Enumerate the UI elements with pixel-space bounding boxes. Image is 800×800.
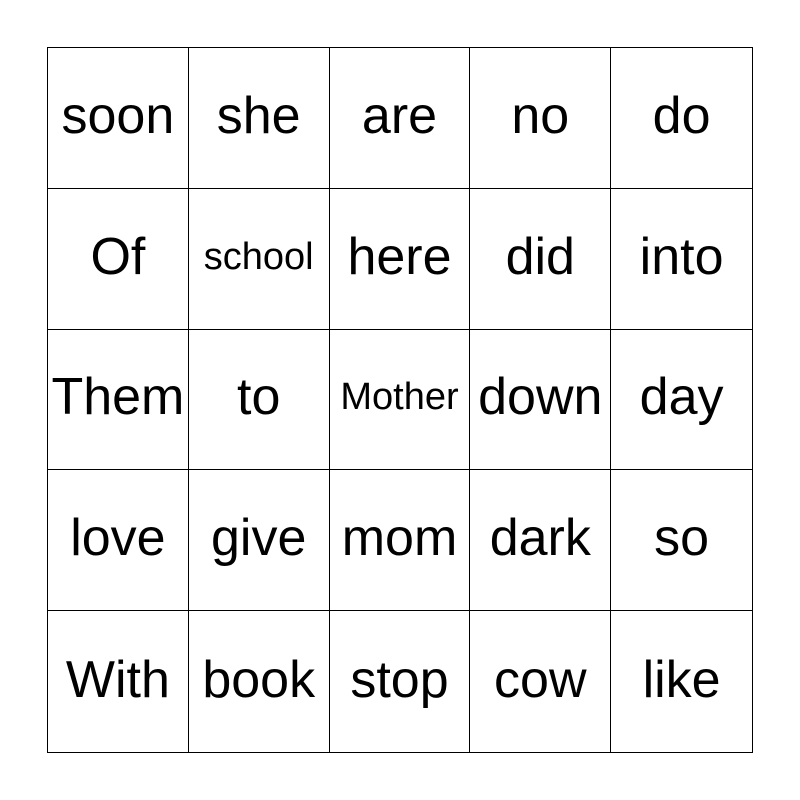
bingo-cell: stop	[330, 611, 471, 752]
bingo-cell: give	[189, 470, 330, 611]
bingo-cell: to	[189, 330, 330, 471]
bingo-cell: dark	[470, 470, 611, 611]
bingo-cell: Them	[48, 330, 189, 471]
bingo-cell: love	[48, 470, 189, 611]
bingo-cell: no	[470, 48, 611, 189]
bingo-cell: cow	[470, 611, 611, 752]
bingo-cell: so	[611, 470, 752, 611]
bingo-cell: she	[189, 48, 330, 189]
bingo-cell: Mother	[330, 330, 471, 471]
bingo-cell: did	[470, 189, 611, 330]
bingo-cell: are	[330, 48, 471, 189]
bingo-cell: into	[611, 189, 752, 330]
bingo-cell: here	[330, 189, 471, 330]
bingo-cell: mom	[330, 470, 471, 611]
bingo-board	[47, 47, 753, 753]
bingo-cell: Of	[48, 189, 189, 330]
bingo-cell: soon	[48, 48, 189, 189]
bingo-cell: book	[189, 611, 330, 752]
bingo-cell: down	[470, 330, 611, 471]
bingo-cell: With	[48, 611, 189, 752]
bingo-cell: day	[611, 330, 752, 471]
bingo-cell: do	[611, 48, 752, 189]
bingo-cell: school	[189, 189, 330, 330]
bingo-cell: like	[642, 650, 721, 709]
